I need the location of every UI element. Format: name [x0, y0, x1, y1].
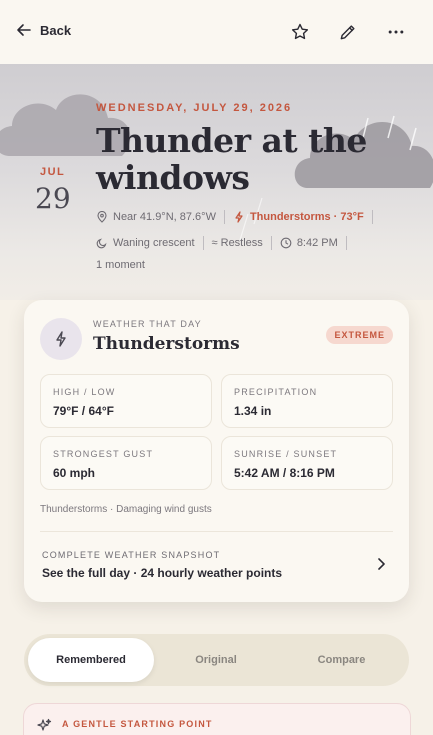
favorite-button[interactable] — [288, 20, 312, 44]
more-button[interactable] — [384, 20, 408, 44]
lightning-icon — [52, 330, 70, 348]
tab-compare[interactable]: Compare — [317, 654, 366, 666]
weather-meta: Thunderstorms · 73°F — [233, 211, 364, 223]
time-meta: 8:42 PM — [280, 237, 338, 249]
weather-card-title: Thunderstorms — [93, 334, 240, 354]
entry-hero — [0, 64, 433, 300]
meta-row-mood — [96, 236, 355, 250]
star-icon — [290, 22, 310, 42]
severity-badge: EXTREME — [326, 326, 393, 344]
location-meta: Near 41.9°N, 87.6°W — [96, 211, 216, 223]
stat-precipitation: PRECIPITATION 1.34 in — [221, 374, 393, 428]
weather-note: Thunderstorms · Damaging wind gusts — [40, 504, 212, 515]
tab-remembered[interactable]: Remembered — [28, 638, 154, 682]
moon-icon — [96, 237, 108, 249]
snapshot-title: See the full day · 24 hourly weather points — [42, 566, 283, 580]
mood-meta: ≈ Restless — [211, 237, 263, 249]
arrow-left-icon — [16, 22, 32, 38]
snapshot-eyebrow: COMPLETE WEATHER SNAPSHOT — [42, 550, 221, 560]
edit-button[interactable] — [336, 20, 360, 44]
meta-divider — [224, 210, 225, 224]
starting-point-label: A GENTLE STARTING POINT — [62, 719, 213, 729]
weather-badge — [40, 318, 82, 360]
meta-divider — [203, 236, 204, 250]
card-divider — [40, 531, 393, 532]
location-pin-icon — [96, 211, 108, 223]
tab-original[interactable]: Original — [195, 654, 237, 666]
stat-sunrise-sunset: SUNRISE / SUNSET 5:42 AM / 8:16 PM — [221, 436, 393, 490]
starting-point-card[interactable] — [23, 703, 411, 735]
clock-icon — [280, 237, 292, 249]
top-bar — [0, 0, 433, 64]
stat-strongest-gust: STRONGEST GUST 60 mph — [40, 436, 212, 490]
weather-card — [24, 300, 409, 602]
back-label: Back — [40, 22, 72, 38]
sparkle-icon — [36, 718, 52, 734]
date-month: JUL — [40, 166, 66, 178]
chevron-right-icon — [373, 556, 389, 572]
entry-title: Thunder at the windows — [96, 121, 367, 197]
meta-divider — [271, 236, 272, 250]
weather-card-eyebrow: WEATHER THAT DAY — [93, 319, 202, 329]
more-icon — [386, 22, 406, 42]
meta-divider — [372, 210, 373, 224]
meta-divider — [346, 236, 347, 250]
date-day: 29 — [35, 182, 71, 215]
entry-date-eyebrow: WEDNESDAY, JULY 29, 2026 — [96, 102, 293, 114]
pencil-icon — [338, 22, 358, 42]
back-button[interactable] — [16, 22, 71, 38]
moon-meta: Waning crescent — [96, 237, 195, 249]
moments-count: 1 moment — [96, 259, 145, 271]
view-toggle — [24, 634, 409, 686]
stat-high-low: HIGH / LOW 79°F / 64°F — [40, 374, 212, 428]
meta-row-location — [96, 210, 381, 224]
lightning-icon — [233, 211, 245, 223]
